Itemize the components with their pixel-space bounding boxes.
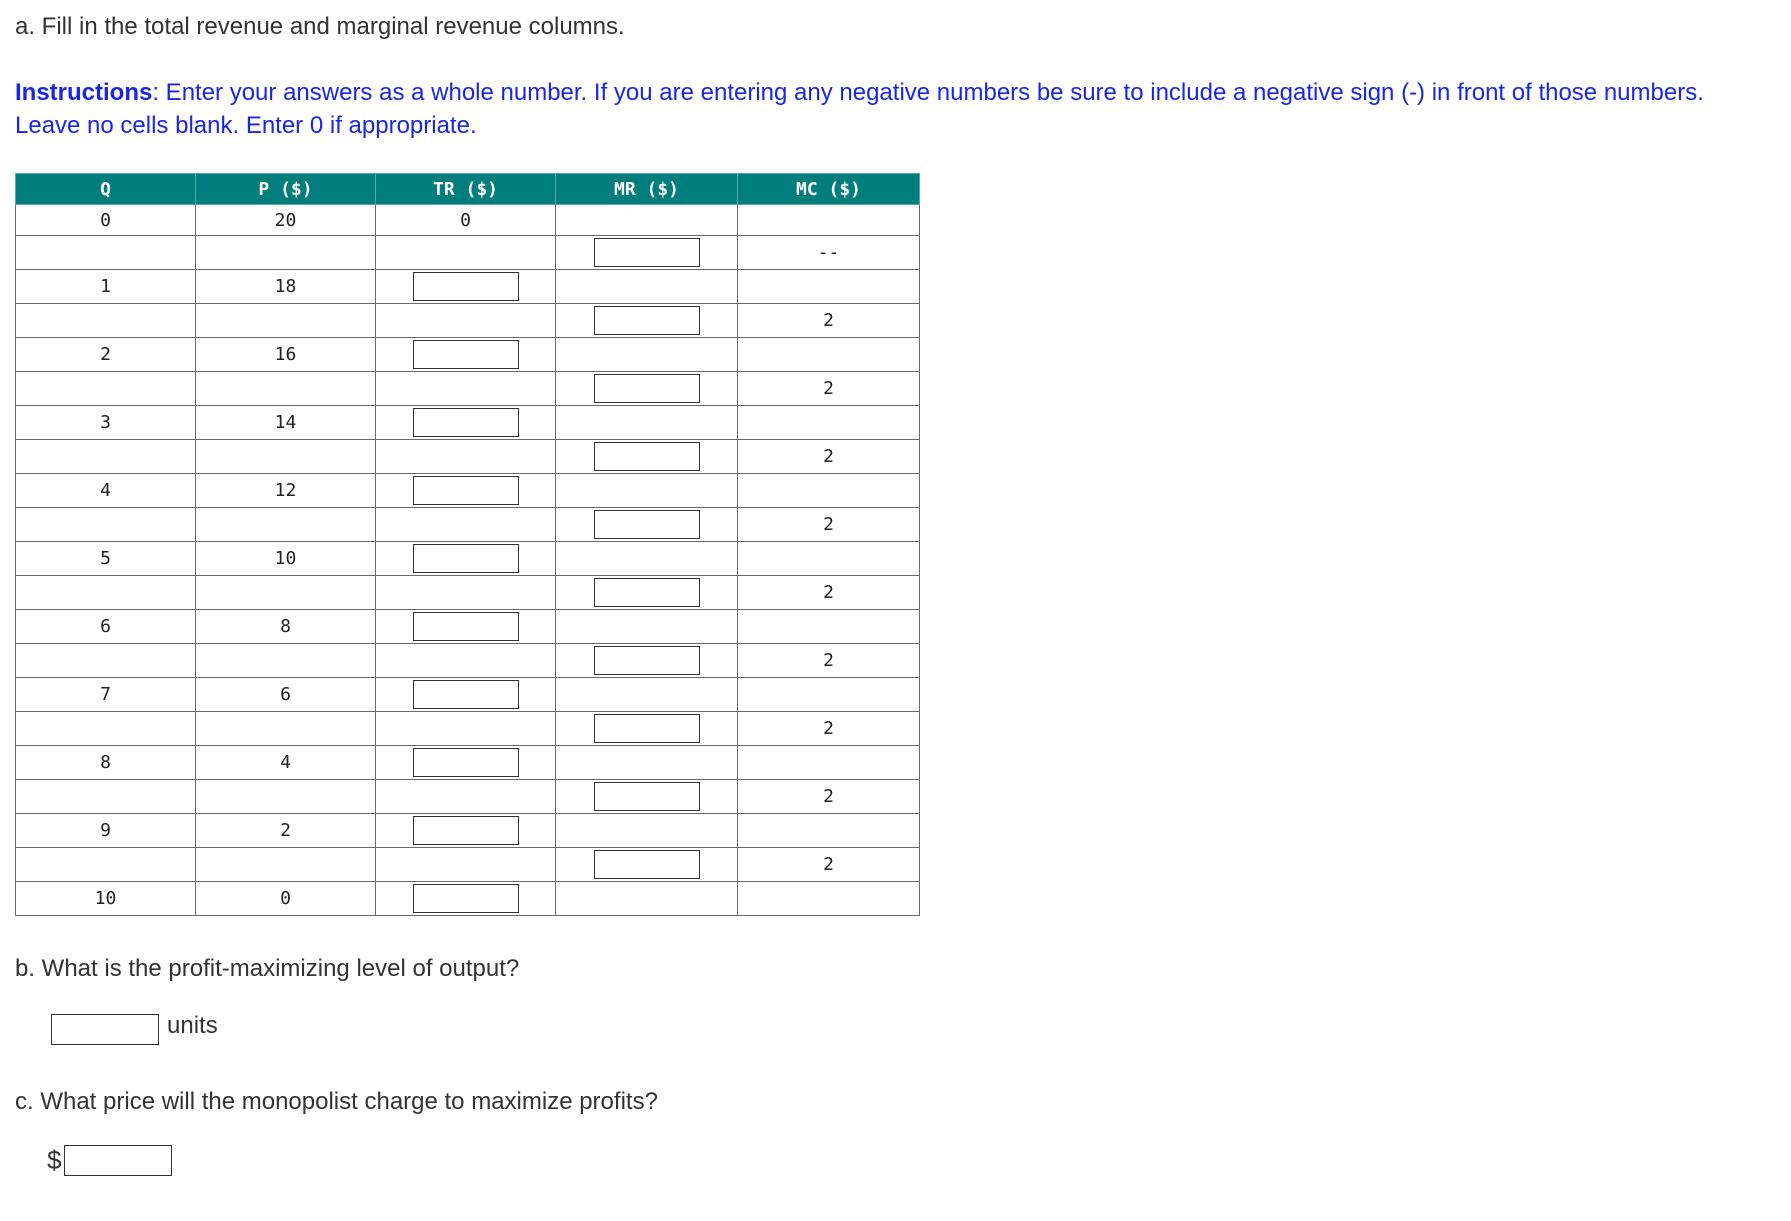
mc-cell	[738, 882, 920, 916]
q-cell: 5	[16, 542, 196, 576]
table-row-marginal	[16, 712, 920, 746]
tr-input[interactable]	[413, 408, 519, 437]
mr-cell	[556, 848, 738, 882]
mc-cell	[738, 304, 920, 338]
table-row-marginal	[16, 644, 920, 678]
mc-cell	[738, 678, 920, 712]
table-row-marginal	[16, 236, 920, 270]
tr-cell	[376, 372, 556, 406]
tr-cell	[376, 338, 556, 372]
mc-value: 2	[823, 446, 834, 467]
mc-value: 2	[823, 786, 834, 807]
p-cell	[196, 236, 376, 270]
p-cell: 0	[196, 882, 376, 916]
mr-cell	[556, 610, 738, 644]
tr-input[interactable]	[413, 340, 519, 369]
revenue-table	[15, 173, 920, 916]
part-c-question: c. What price will the monopolist charge to maximize profits?	[15, 1088, 658, 1115]
mr-cell	[556, 338, 738, 372]
p-cell	[196, 848, 376, 882]
p-cell	[196, 780, 376, 814]
q-cell	[16, 848, 196, 882]
mc-value: 2	[823, 854, 834, 875]
mc-cell	[738, 542, 920, 576]
tr-input[interactable]	[413, 272, 519, 301]
p-cell	[196, 576, 376, 610]
q-cell	[16, 780, 196, 814]
mr-cell	[556, 814, 738, 848]
mc-value: --	[817, 242, 840, 263]
part-a-question: a. Fill in the total revenue and marginal revenue columns.	[15, 13, 625, 40]
tr-cell	[376, 576, 556, 610]
mc-cell	[738, 440, 920, 474]
tr-cell	[376, 236, 556, 270]
header-p: P ($)	[196, 174, 376, 205]
q-cell: 1	[16, 270, 196, 304]
mc-cell	[738, 372, 920, 406]
part-b-answer-row	[51, 1011, 1775, 1045]
q-cell: 2	[16, 338, 196, 372]
q-cell: 3	[16, 406, 196, 440]
table-row	[16, 610, 920, 644]
mc-value: 2	[823, 582, 834, 603]
mc-cell	[738, 205, 920, 236]
tr-cell	[376, 814, 556, 848]
tr-cell	[376, 780, 556, 814]
mc-cell	[738, 338, 920, 372]
mc-cell	[738, 474, 920, 508]
mc-value: 2	[823, 310, 834, 331]
q-cell: 8	[16, 746, 196, 780]
p-cell: 10	[196, 542, 376, 576]
q-cell: 0	[16, 205, 196, 236]
output-level-input[interactable]	[51, 1014, 159, 1045]
p-cell	[196, 440, 376, 474]
mr-input[interactable]	[594, 714, 700, 743]
mc-cell	[738, 576, 920, 610]
p-cell	[196, 508, 376, 542]
table-row	[16, 882, 920, 916]
q-cell: 9	[16, 814, 196, 848]
mr-cell	[556, 644, 738, 678]
p-cell	[196, 644, 376, 678]
mc-cell	[738, 746, 920, 780]
table-row-marginal	[16, 508, 920, 542]
mc-cell	[738, 780, 920, 814]
tr-cell	[376, 610, 556, 644]
mr-input[interactable]	[594, 646, 700, 675]
mr-cell	[556, 882, 738, 916]
table-row	[16, 338, 920, 372]
table-row	[16, 746, 920, 780]
mr-input[interactable]	[594, 782, 700, 811]
mc-cell	[738, 610, 920, 644]
table-row	[16, 406, 920, 440]
tr-input[interactable]	[413, 816, 519, 845]
q-cell	[16, 712, 196, 746]
mr-cell	[556, 542, 738, 576]
mr-cell	[556, 372, 738, 406]
tr-cell	[376, 406, 556, 440]
mr-input[interactable]	[594, 306, 700, 335]
mc-value: 2	[823, 378, 834, 399]
tr-cell: 0	[376, 205, 556, 236]
p-cell: 4	[196, 746, 376, 780]
p-cell: 6	[196, 678, 376, 712]
header-mr: MR ($)	[556, 174, 738, 205]
mr-cell	[556, 780, 738, 814]
table-row	[16, 270, 920, 304]
tr-cell	[376, 304, 556, 338]
q-cell	[16, 304, 196, 338]
mc-cell	[738, 644, 920, 678]
mc-cell	[738, 270, 920, 304]
p-cell: 18	[196, 270, 376, 304]
table-row	[16, 814, 920, 848]
mr-cell	[556, 406, 738, 440]
tr-cell	[376, 848, 556, 882]
p-cell	[196, 712, 376, 746]
q-cell	[16, 644, 196, 678]
p-cell: 20	[196, 205, 376, 236]
tr-cell	[376, 644, 556, 678]
p-cell	[196, 304, 376, 338]
header-tr: TR ($)	[376, 174, 556, 205]
tr-cell	[376, 678, 556, 712]
mr-input[interactable]	[594, 850, 700, 879]
mr-cell	[556, 712, 738, 746]
instructions-label: Instructions	[15, 79, 153, 106]
mr-cell	[556, 576, 738, 610]
q-cell	[16, 236, 196, 270]
instructions-text: : Enter your answers as a whole number. If you are entering any negative numbers be sure to include a negative sign (-) in front of those numbers. Leave no cells blank. Enter 0 if appropriate.	[15, 79, 1704, 139]
part-b-question: b. What is the profit-maximizing level of output?	[15, 955, 520, 982]
tr-cell	[376, 882, 556, 916]
table-row	[16, 542, 920, 576]
tr-cell	[376, 746, 556, 780]
q-cell: 6	[16, 610, 196, 644]
mc-value: 2	[823, 650, 834, 671]
mr-input[interactable]	[594, 238, 700, 267]
mc-cell	[738, 848, 920, 882]
mr-input[interactable]	[594, 442, 700, 471]
q-cell	[16, 508, 196, 542]
tr-input[interactable]	[413, 612, 519, 641]
p-cell: 8	[196, 610, 376, 644]
mr-cell	[556, 304, 738, 338]
mr-cell	[556, 270, 738, 304]
table-row-marginal	[16, 848, 920, 882]
mc-value: 2	[823, 514, 834, 535]
instructions	[15, 76, 1775, 142]
dollar-sign: $	[47, 1145, 62, 1175]
mc-cell	[738, 236, 920, 270]
q-cell: 4	[16, 474, 196, 508]
table-row	[16, 205, 920, 236]
mr-cell	[556, 474, 738, 508]
part-c-answer-row	[47, 1145, 1775, 1176]
mr-cell	[556, 508, 738, 542]
mc-value: 2	[823, 718, 834, 739]
q-cell	[16, 372, 196, 406]
table-header-row	[16, 174, 920, 205]
p-cell: 2	[196, 814, 376, 848]
price-input[interactable]	[64, 1145, 172, 1176]
tr-cell	[376, 508, 556, 542]
mr-input[interactable]	[594, 578, 700, 607]
p-cell	[196, 372, 376, 406]
mr-cell	[556, 236, 738, 270]
q-cell: 7	[16, 678, 196, 712]
p-cell: 16	[196, 338, 376, 372]
table-row-marginal	[16, 576, 920, 610]
mc-cell	[738, 814, 920, 848]
p-cell: 14	[196, 406, 376, 440]
tr-cell	[376, 270, 556, 304]
tr-cell	[376, 542, 556, 576]
mc-cell	[738, 508, 920, 542]
table-row-marginal	[16, 304, 920, 338]
table-body	[16, 205, 920, 916]
tr-input[interactable]	[413, 476, 519, 505]
mc-cell	[738, 406, 920, 440]
tr-cell	[376, 440, 556, 474]
tr-input[interactable]	[413, 680, 519, 709]
tr-input[interactable]	[413, 544, 519, 573]
tr-cell	[376, 474, 556, 508]
table-row	[16, 474, 920, 508]
header-mc: MC ($)	[738, 174, 920, 205]
header-q: Q	[16, 174, 196, 205]
table-row-marginal	[16, 440, 920, 474]
q-cell	[16, 576, 196, 610]
q-cell	[16, 440, 196, 474]
mc-cell	[738, 712, 920, 746]
table-row-marginal	[16, 372, 920, 406]
mr-cell	[556, 678, 738, 712]
table-row	[16, 678, 920, 712]
mr-cell	[556, 205, 738, 236]
q-cell: 10	[16, 882, 196, 916]
question-container	[15, 12, 1775, 1176]
mr-cell	[556, 746, 738, 780]
mr-input[interactable]	[594, 374, 700, 403]
tr-cell	[376, 712, 556, 746]
p-cell: 12	[196, 474, 376, 508]
mr-input[interactable]	[594, 510, 700, 539]
table-row-marginal	[16, 780, 920, 814]
units-label: units	[167, 1011, 218, 1039]
mr-cell	[556, 440, 738, 474]
tr-input[interactable]	[413, 748, 519, 777]
tr-input[interactable]	[413, 884, 519, 913]
